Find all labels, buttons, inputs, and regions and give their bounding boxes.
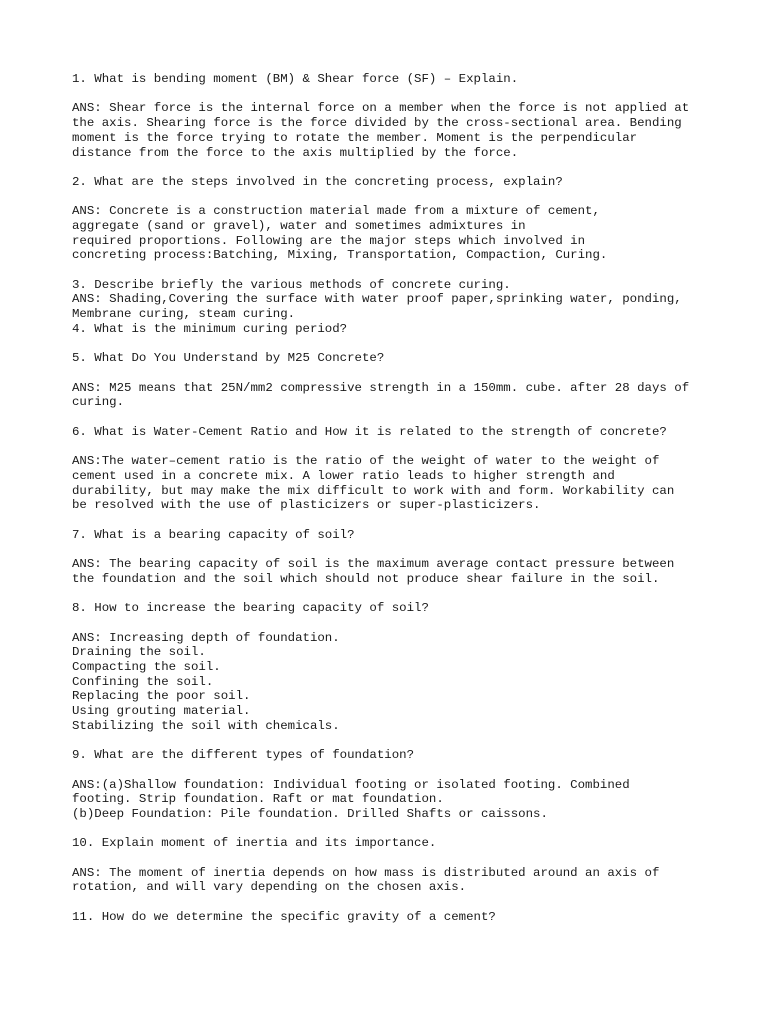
text-line: distance from the force to the axis multiplied by the force. (72, 145, 519, 160)
text-line: 2. What are the steps involved in the concreting process, explain? (72, 174, 563, 189)
text-line: Draining the soil. (72, 645, 206, 660)
text-line: 9. What are the different types of foundation? (72, 748, 415, 763)
text-line: curing. (72, 395, 125, 410)
text-line: ANS: The bearing capacity of soil is the maximum average contact pressure between (72, 557, 675, 572)
answer-paragraph (72, 101, 732, 160)
text-line: Using grouting material. (72, 704, 251, 719)
answer-paragraph (72, 631, 732, 734)
text-line: moment is the force trying to rotate the member. Moment is the perpendicular (72, 130, 638, 145)
question-paragraph (72, 351, 732, 366)
text-line: 4. What is the minimum curing period? (72, 321, 348, 336)
text-line: 6. What is Water-Cement Ratio and How it is related to the strength of concrete? (72, 424, 667, 439)
text-line: Replacing the poor soil. (72, 689, 251, 704)
text-line: ANS:(a)Shallow foundation: Individual footing or isolated footing. Combined (72, 777, 630, 792)
text-line: ANS: Shading,Covering the surface with water proof paper,sprinking water, ponding, (72, 292, 682, 307)
answer-paragraph (72, 778, 732, 822)
text-line: aggregate (sand or gravel), water and sometimes admixtures in (72, 218, 526, 233)
text-line: 7. What is a bearing capacity of soil? (72, 527, 355, 542)
text-line: the axis. Shearing force is the force divided by the cross-sectional area. Bending (72, 116, 682, 131)
text-line: ANS: Shear force is the internal force on a member when the force is not applied at (72, 101, 690, 116)
text-line: the foundation and the soil which should not produce shear failure in the soil. (72, 571, 660, 586)
text-line: required proportions. Following are the major steps which involved in (72, 233, 586, 248)
text-line: durability, but may make the mix difficult to work with and form. Workability can (72, 483, 675, 498)
question-paragraph (72, 528, 732, 543)
question-paragraph (72, 601, 732, 616)
question-paragraph (72, 910, 732, 925)
question-paragraph (72, 72, 732, 87)
answer-paragraph (72, 454, 732, 513)
text-line: Membrane curing, steam curing. (72, 307, 296, 322)
document-body (72, 72, 732, 925)
question-paragraph (72, 425, 732, 440)
answer-paragraph (72, 204, 732, 263)
answer-paragraph (72, 866, 732, 895)
text-line: Stabilizing the soil with chemicals. (72, 718, 340, 733)
text-line: (b)Deep Foundation: Pile foundation. Drilled Shafts or caissons. (72, 806, 548, 821)
text-line: ANS: Increasing depth of foundation. (72, 630, 340, 645)
text-line: ANS: Concrete is a construction material made from a mixture of cement, (72, 204, 600, 219)
text-line: ANS:The water–cement ratio is the ratio of the weight of water to the weight of (72, 454, 660, 469)
text-line: 10. Explain moment of inertia and its importance. (72, 836, 437, 851)
question-paragraph (72, 836, 732, 851)
text-line: 3. Describe briefly the various methods of concrete curing. (72, 277, 511, 292)
question-paragraph (72, 175, 732, 190)
text-line: Compacting the soil. (72, 659, 221, 674)
text-line: rotation, and will vary depending on the chosen axis. (72, 880, 467, 895)
answer-paragraph (72, 381, 732, 410)
question-paragraph (72, 748, 732, 763)
question-paragraph (72, 278, 732, 337)
text-line: cement used in a concrete mix. A lower ratio leads to higher strength and (72, 468, 615, 483)
text-line: footing. Strip foundation. Raft or mat foundation. (72, 792, 444, 807)
text-line: 5. What Do You Understand by M25 Concrete? (72, 351, 385, 366)
text-line: 1. What is bending moment (BM) & Shear force (SF) – Explain. (72, 72, 519, 86)
text-line: concreting process:Batching, Mixing, Transportation, Compaction, Curing. (72, 248, 608, 263)
text-line: ANS: The moment of inertia depends on how mass is distributed around an axis of (72, 865, 660, 880)
text-line: 11. How do we determine the specific gravity of a cement? (72, 909, 496, 924)
answer-paragraph (72, 557, 732, 586)
text-line: 8. How to increase the bearing capacity of soil? (72, 601, 429, 616)
text-line: ANS: M25 means that 25N/mm2 compressive strength in a 150mm. cube. after 28 days of (72, 380, 690, 395)
text-line: Confining the soil. (72, 674, 214, 689)
text-line: be resolved with the use of plasticizers or super-plasticizers. (72, 498, 541, 513)
